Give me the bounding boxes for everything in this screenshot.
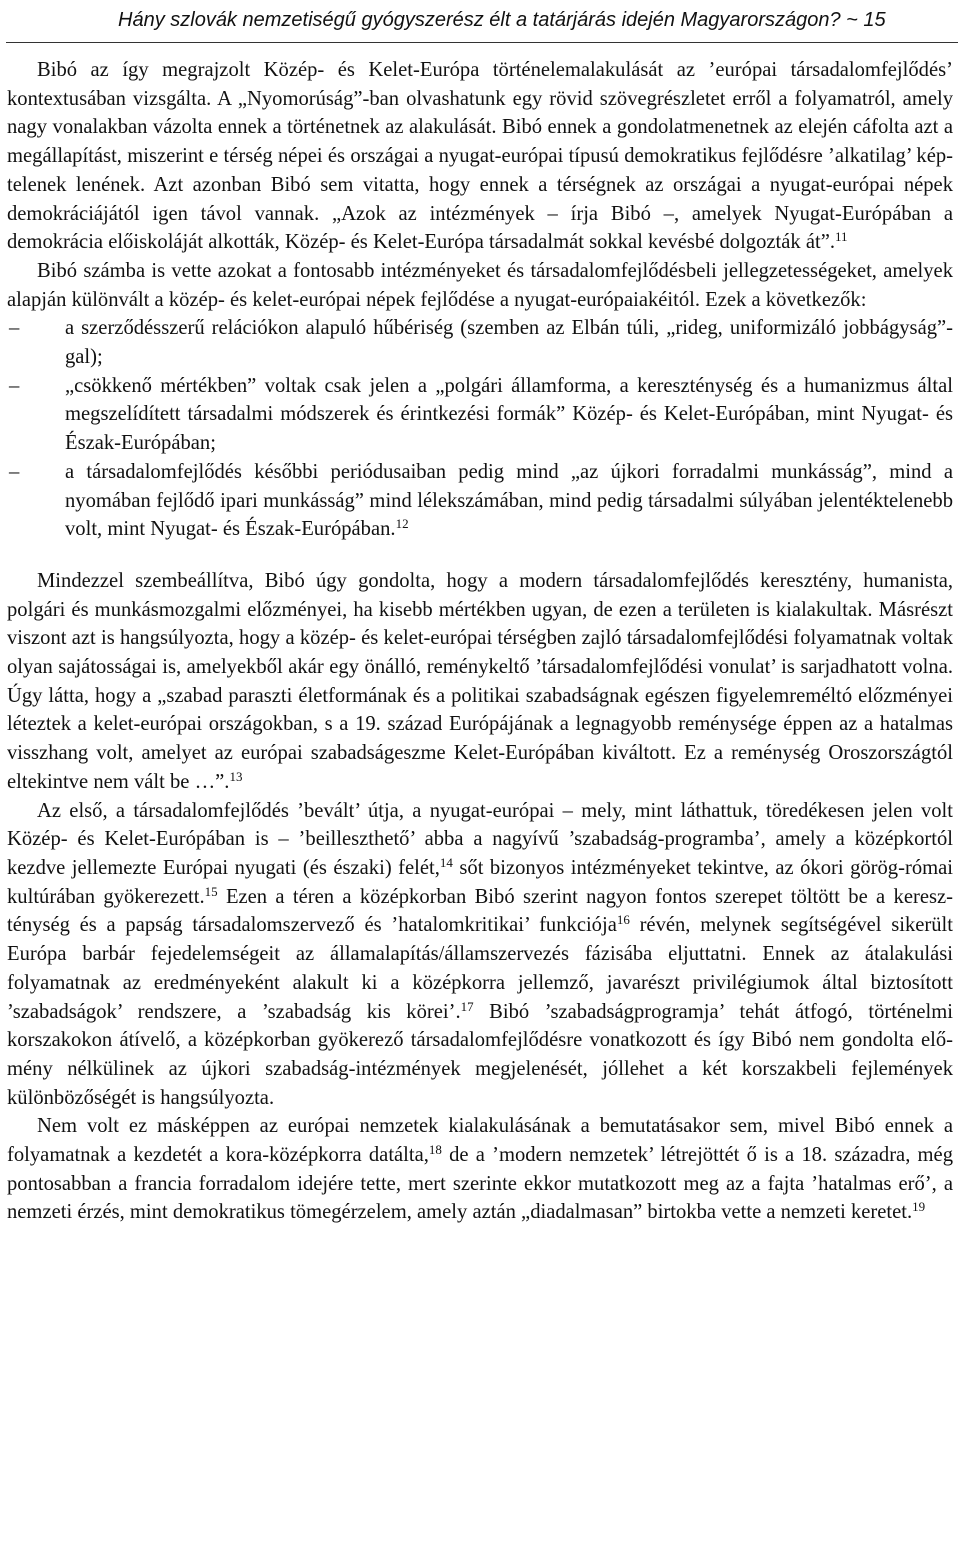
paragraph-3-text-c: Ezen a téren a középkorban Bibó szerint nagyon fontos szerepet töltött be a kereszténység és a papság társadalomszervező és ’hatalomkritikai’ funkciója xyxy=(7,885,953,937)
list-intro-paragraph: Bibó számba is vette azokat a fontosabb intézményeket és társadalomfejlődésbeli jellegzetességeket, amelyek alapján különvált a közép- és kelet-európai népek fejlődése a nyugat-európaiakéitól. Ezek a következők: xyxy=(7,259,953,311)
paragraph-4 xyxy=(7,1112,953,1227)
footnote-ref-12: 12 xyxy=(395,516,409,532)
paragraph-3-text-d: révén, melynek segítségével sikerült Európa barbár fejedelemségeit az államalapítás/államszervezés fázisába eljuttatni. Ennek az átalakulási folyamatnak az eredményeként alakult ki a középkorra jellemző, javarészt privilégiumok által biztosított ’szabadságok’ rendszere, a ’szabadság kis körei’. xyxy=(7,914,953,1023)
dash-bullet: – xyxy=(9,374,20,397)
list-item xyxy=(7,372,953,458)
running-title: Hány szlovák nemzetiségű gyógyszerész élt a tatárjárás idején Magyarországon? xyxy=(118,9,841,31)
paragraph-3-text-b: sőt bizonyos intézményeket tekintve, az ókori görög-római kultúrában gyökerezett. xyxy=(7,856,954,908)
list-item-text: a szerződésszerű relációkon alapuló hűbériség (szemben az Elbán túli, „rideg, uniformizáló jobbágyság”-gal); xyxy=(65,317,953,369)
paragraph-4-text-a: Nem volt ez másképpen az európai nemzetek kialakulásának a bemutatásakor sem, mivel Bibó ennek a folyamatnak a kezdetét a kora-középkorra datálta, xyxy=(7,1115,953,1167)
list-item-text: „csökkenő mértékben” voltak csak jelen a „polgári államforma, a kereszténység és a humanizmus által megszelídített társadalmi módszerek és érintkezési formák” Közép- és Kelet-Európában, mint Nyugat- és Észak-Európában; xyxy=(65,374,953,455)
page-number: 15 xyxy=(863,9,886,31)
footnote-ref-18: 18 xyxy=(428,1141,442,1157)
footnote-ref-17: 17 xyxy=(460,998,474,1014)
intro-paragraph xyxy=(7,56,953,257)
footnote-ref-14: 14 xyxy=(439,854,453,870)
footnote-ref-13: 13 xyxy=(229,768,243,784)
running-header xyxy=(0,0,960,40)
list-item xyxy=(7,314,953,371)
characteristics-list xyxy=(7,314,953,544)
footnote-ref-11: 11 xyxy=(835,229,848,245)
dash-bullet: – xyxy=(9,460,20,483)
header-separator: ~ xyxy=(846,9,858,31)
paragraph-2-text: Mindezzel szembeállítva, Bibó úgy gondolta, hogy a modern társadalomfejlődés keresztény, humanista, polgári és munkásmozgalmi előzményei, ha kisebb mértékben ugyan, de ezen a területen is kialakultak. Másrészt viszont azt is hangsúlyozta, hogy a közép- és kelet-európai térségben zajló társadalomfejlődési folyamatnak voltak olyan sajátosságai is, amelyekből akár egy önálló, reménykeltő ’társadalomfejlődési vonulat’ is sarjadhatott volna. Úgy látta, hogy a „szabad paraszti életformának és a politikai szabadságnak egészen figyelemreméltó előzményei léteztek a kelet-európai országokban, s a 19. század Európájának a legnagyobb reménysége éppen az a hatalmas visszhang volt, amelyet az európai szabadságeszme Kelet-Európában kiváltott. Ez a reménység Oroszországtól eltekintve nem vált be …”. xyxy=(7,569,953,793)
section-gap xyxy=(7,544,953,567)
paragraph-3-text-e: Bibó ’szabadságprogramja’ tehát átfogó, történelmi korszakokon átívelő, a középkorban gyökerező társadalomfejlődésre vonatkozott és így Bibó nem gondolta előmény nélkülinek az újkori szabadság-intézmények megjelenését, jóllehet a két korszakbeli fejlemények különbözőségét is hangsúlyozta. xyxy=(7,1000,953,1109)
paragraph-3-text-a: Az első, a társadalomfejlődés ’bevált’ útja, a nyugat-európai – mely, mint láthattuk, töredékesen jelen volt Közép- és Kelet-Európában is – ’beilleszthető’ abba a nagyívű ’szabadság-programba’, amely a középkortól kezdve jellemezte Európai nyugati (és északi) felét, xyxy=(7,799,953,879)
list-item xyxy=(7,458,953,544)
intro-paragraph-text: Bibó az így megrajzolt Közép- és Kelet-Európa történelemalakulását az ’európai társadalomfejlődés’ kontextusában vizsgálta. A „Nyomorúság”-ban olvashatunk egy rövid szövegrészletet erről a folyamatról, amely nagy vonalakban vázolta ennek a történetnek az alakulását. Bibó ennek a gondolatmenetnek az elején cáfolta azt a megállapítást, miszerint e térség népei és országai a nyugat-európai típusú demokratikus fejlődésre ’alkatilag’ képtelenek lenének. Azt azonban Bibó sem vitatta, hogy ennek a térségnek az országai a nyugat-európai népek demokráciájától igen távol vannak. „Azok az intézmények – írja Bibó –, amelyek Nyugat-Európában a demokrácia előiskoláját alkották, Közép- és Kelet-Európa társadalmát sokkal kevésbé dolgozták át”. xyxy=(7,59,953,254)
header-rule xyxy=(6,42,958,43)
list-item-text: a társadalomfejlődés későbbi periódusaiban pedig mind „az újkori forradalmi munkásság”, mind a nyomában fejlődő ipari munkásság” mind lélekszámában, mind pedig társadalmi súlyában jelentéktelenebb volt, mint Nyugat- és Észak-Európában. xyxy=(65,460,953,541)
footnote-ref-15: 15 xyxy=(204,883,218,899)
dash-bullet: – xyxy=(9,317,20,340)
document-body xyxy=(7,56,953,1227)
paragraph-2 xyxy=(7,567,953,797)
paragraph-4-text-b: de a ’modern nemzetek’ létrejöttét ő is a 18. századra, még pontosabban a francia forradalom idejére tette, mert szerinte ekkor mutatkozott meg az a fajta ’hatalmas erő’, a nemzeti érzés, mint demokratikus tömegérzelem, amely aztán „diadalmasan” birtokba vette a nemzeti keretet. xyxy=(7,1144,953,1224)
footnote-ref-19: 19 xyxy=(912,1199,926,1215)
paragraph-3 xyxy=(7,797,953,1113)
footnote-ref-16: 16 xyxy=(616,912,630,928)
running-header-text xyxy=(118,0,886,40)
